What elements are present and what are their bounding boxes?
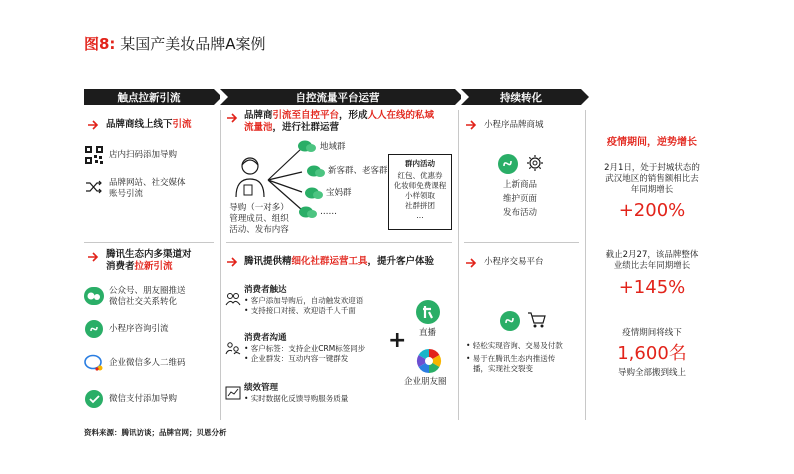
wechat-group-icon (304, 186, 324, 200)
group-activity-title: 群内活动 (405, 159, 435, 168)
guides-online-desc: 导购全部搬到线上 (617, 368, 686, 378)
section-mini-trade: 小程序交易平台 (484, 257, 544, 267)
overall-growth-value: +145% (618, 277, 686, 298)
wechat-group-icon (298, 205, 318, 219)
wuhan-sales-desc (592, 163, 712, 196)
header-touchpoint-label: 触点拉新引流 (117, 91, 181, 104)
divider (458, 110, 459, 420)
mini-program-icon (500, 311, 520, 331)
stat-text: 年同期增长 (630, 185, 674, 195)
section-highlight: 引流 (172, 119, 192, 130)
trade-feature: • 轻松实现咨询、交易及付款 (466, 341, 563, 350)
trade-feature (466, 354, 555, 374)
group-activity-item: ... (416, 211, 424, 220)
shuffle-icon (85, 180, 103, 194)
tool-communication-point: • 企业群发：互动内容一键群发 (244, 354, 349, 363)
right-arrow-icon (87, 251, 101, 263)
section-private-traffic (244, 110, 434, 134)
tool-communication (244, 333, 365, 364)
growth-headline: 疫情期间，逆势增长 (607, 137, 697, 148)
tool-reach-point: • 支持接口对接、欢迎语千人千面 (244, 306, 356, 315)
section-text: ，形成 (339, 110, 368, 121)
performance-chart-icon (225, 386, 241, 400)
mall-feature: 上新商品 (503, 180, 538, 190)
plus-sign: + (388, 328, 407, 353)
moments-icon (416, 348, 442, 374)
group-region: 地域群 (320, 142, 346, 152)
item-text: 账号引流 (109, 189, 144, 199)
item-store-scan: 店内扫码添加导购 (109, 150, 178, 160)
header-conversion-label: 持续转化 (500, 91, 542, 104)
item-mini-program: 小程序咨询引流 (109, 324, 169, 334)
section-mini-mall: 小程序品牌商城 (484, 120, 544, 130)
guide-text: 活动、发布内容 (229, 225, 289, 235)
item-official-account (109, 286, 186, 308)
stat-text: 截止2月27，该品牌整体 (605, 250, 699, 260)
live-stream-label: 直播 (419, 328, 437, 338)
source-note: 资料来源：腾讯访谈；品牌官网；贝恩分析 (84, 428, 227, 437)
item-website-social (109, 178, 186, 200)
mini-program-icon (85, 320, 103, 338)
qr-code-icon (85, 146, 103, 164)
section-text: ，进行社群运营 (272, 122, 340, 133)
group-activity-item: 化妆师免费课程 (393, 181, 447, 190)
tool-performance-point: • 实时数据化反馈导购服务质量 (244, 394, 349, 403)
section-text: 腾讯生态内多渠道对 (106, 249, 192, 260)
section-offline-online (106, 119, 192, 131)
live-stream-icon (416, 300, 440, 324)
group-more: …… (320, 207, 337, 217)
mini-program-icon (498, 154, 518, 174)
wechat-group-icon (306, 164, 326, 178)
stat-text: 2月1日，处于封城状态的 (604, 163, 700, 173)
tool-performance-title: 绩效管理 (244, 383, 279, 393)
group-mothers: 宝妈群 (326, 188, 352, 198)
section-text: 腾讯提供精 (244, 256, 292, 267)
wechat-pay-icon (85, 390, 103, 408)
figure-title (84, 33, 265, 54)
header-platform (220, 89, 455, 105)
section-highlight: 流量池 (244, 122, 273, 133)
moments-label: 企业朋友圈 (404, 377, 447, 387)
sales-guide-desc (224, 203, 294, 236)
shopping-cart-icon (527, 311, 547, 329)
section-text: ，提升客户体验 (367, 256, 435, 267)
divider (464, 242, 579, 243)
divider (585, 110, 586, 420)
tool-performance (244, 383, 348, 404)
section-tencent-tools (244, 256, 434, 268)
section-text: 消费者 (106, 261, 135, 272)
right-arrow-icon (226, 112, 240, 124)
group-new-old-customers: 新客群、老客群 (328, 166, 388, 176)
chat-icon (225, 339, 241, 355)
divider (220, 110, 221, 420)
wechat-group-icon (297, 139, 317, 153)
header-conversion (461, 89, 581, 105)
stat-text: 业绩比去年同期增长 (613, 261, 691, 271)
trade-feature-text: 播，实现社交裂变 (473, 364, 533, 373)
trade-feature-text: • 易于在腾讯生态内推送传 (466, 354, 556, 363)
right-arrow-icon (465, 257, 479, 269)
group-activity-item: 社群拼团 (405, 201, 435, 210)
figure-number: 图8: (84, 35, 116, 53)
reach-people-icon (225, 291, 241, 307)
sales-guide-person-icon (232, 155, 268, 199)
item-wechat-pay: 微信支付添加导购 (109, 394, 178, 404)
divider (84, 242, 214, 243)
stat-text: 武汉地区的销售额相比去 (605, 174, 699, 184)
tool-communication-point: • 客户标签：支持企业CRM标签同步 (244, 344, 366, 353)
section-highlight: 细化社群运营工具 (291, 256, 368, 267)
right-arrow-icon (465, 119, 479, 131)
group-activity-box (388, 154, 452, 230)
guide-text: 管理成员、组织 (229, 214, 289, 224)
gear-icon (526, 154, 544, 172)
item-text: 公众号、朋友圈推送 (109, 286, 186, 296)
figure-caption: 某国产美妆品牌A案例 (120, 35, 266, 53)
wechat-icon (84, 287, 104, 305)
tool-communication-title: 消费者沟通 (244, 333, 287, 343)
header-platform-label: 自控流量平台运营 (295, 91, 380, 104)
item-text: 品牌网站、社交媒体 (109, 178, 186, 188)
group-activity-item: 小样领取 (405, 191, 435, 200)
section-highlight: 引流至自控平台 (272, 110, 340, 121)
section-text: 品牌商线上线下 (106, 119, 173, 130)
wuhan-growth-value: +200% (618, 200, 686, 221)
wecom-icon (84, 354, 104, 372)
mall-feature: 发布活动 (503, 208, 538, 218)
guide-text: 导购（一对多） (229, 203, 289, 213)
header-touchpoint (84, 89, 214, 105)
section-highlight: 拉新引流 (134, 261, 173, 272)
divider (226, 242, 452, 243)
guides-online-desc: 疫情期间将线下 (622, 328, 682, 338)
section-text: 品牌商 (244, 110, 273, 121)
tool-reach-title: 消费者触达 (244, 285, 287, 295)
mall-feature: 维护页面 (503, 194, 538, 204)
tool-reach-point: • 客户添加导购后，自动触发欢迎语 (244, 296, 364, 305)
right-arrow-icon (226, 256, 240, 268)
overall-perf-desc (592, 250, 712, 272)
section-tencent-channels (106, 249, 192, 273)
section-highlight: 人人在线的私域 (367, 110, 435, 121)
item-wecom-qrcode: 企业微信多人二维码 (109, 358, 186, 368)
right-arrow-icon (87, 119, 101, 131)
tool-reach (244, 285, 363, 316)
item-text: 微信社交关系转化 (109, 297, 178, 307)
guides-online-value: 1,600名 (617, 343, 687, 364)
group-activity-item: 红包、优惠券 (397, 171, 443, 180)
